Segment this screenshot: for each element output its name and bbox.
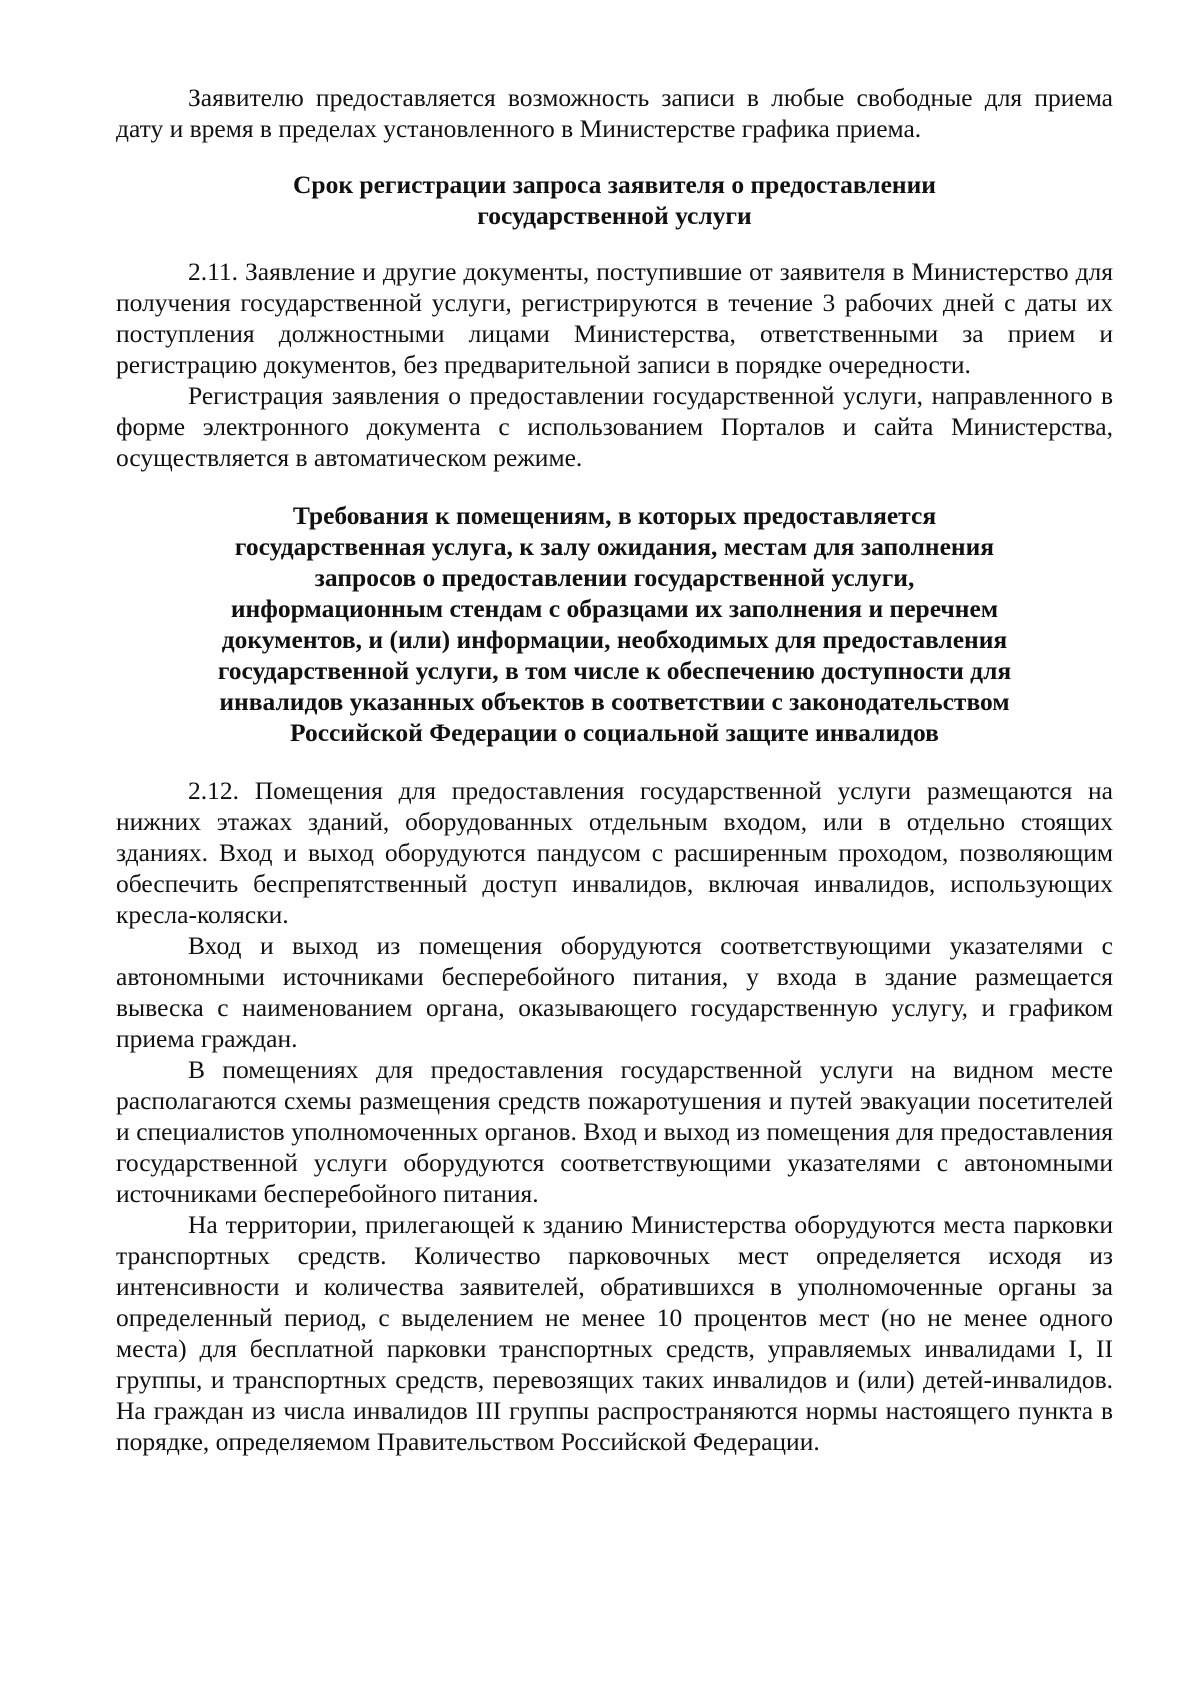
section-heading-registration-term: Срок регистрации запроса заявителя о предоставлении государственной услуги — [292, 170, 937, 230]
paragraph-entrance-signs: Вход и выход из помещения оборудуются соответствующими указателями с автономными источниками бесперебойного питания, у входа в здание размещается вывеска с наименованием органа, оказывающего государственную услугу, и графиком приема граждан. — [116, 931, 1113, 1053]
paragraph-appointment-booking: Заявителю предоставляется возможность записи в любые свободные для приема дату и время в пределах установленного в Министерстве графика приема. — [116, 83, 1113, 143]
paragraph-evacuation-schemes: В помещениях для предоставления государственной услуги на видном месте располагаются схемы размещения средств пожаротушения и путей эвакуации посетителей и специалистов уполномоченных органов. Вход и выход из помещения для предоставления государственной услуги оборудуются соответствующими указателями с автономными источниками бесперебойного питания. — [116, 1055, 1113, 1208]
paragraph-parking: На территории, прилегающей к зданию Министерства оборудуются места парковки транспортных средств. Количество парковочных мест определяется исходя из интенсивности и количества заявителей, обратившихся в уполномоченные органы за определенный период, с выделением не менее 10 процентов мест (но не менее одного места) для бесплатной парковки транспортных средств, управляемых инвалидами I, II группы, и транспортных средств, перевозящих таких инвалидов и (или) детей-инвалидов. На граждан из числа инвалидов III группы распространяются нормы настоящего пункта в порядке, определяемом Правительством Российской Федерации. — [116, 1210, 1113, 1456]
section-heading-premises-requirements: Требования к помещениям, в которых предоставляется государственная услуга, к залу ожидания, местам для заполнения запросов о предоставлении государственной услуги, информационным стендам с образцами их заполнения и перечнем документов, и (или) информации, необходимых для предоставления государственной услуги, в том числе к обеспечению доступности для инвалидов указанных объектов в соответствии с законодательством Российской Федерации о социальной защите инвалидов — [217, 501, 1012, 747]
paragraph-2-11: 2.11. Заявление и другие документы, поступившие от заявителя в Министерство для получения государственной услуги, регистрируются в течение 3 рабочих дней с даты их поступления должностными лицами Министерства, ответственными за прием и регистрацию документов, без предварительной записи в порядке очередности. — [116, 257, 1113, 379]
paragraph-2-12: 2.12. Помещения для предоставления государственной услуги размещаются на нижних этажах зданий, оборудованных отдельным входом, или в отдельно стоящих зданиях. Вход и выход оборудуются пандусом с расширенным проходом, позволяющим обеспечить беспрепятственный доступ инвалидов, включая инвалидов, использующих кресла-коляски. — [116, 776, 1113, 929]
document-body — [116, 82, 1113, 1457]
paragraph-electronic-registration: Регистрация заявления о предоставлении государственной услуги, направленного в форме электронного документа с использованием Порталов и сайта Министерства, осуществляется в автоматическом режиме. — [116, 381, 1113, 472]
